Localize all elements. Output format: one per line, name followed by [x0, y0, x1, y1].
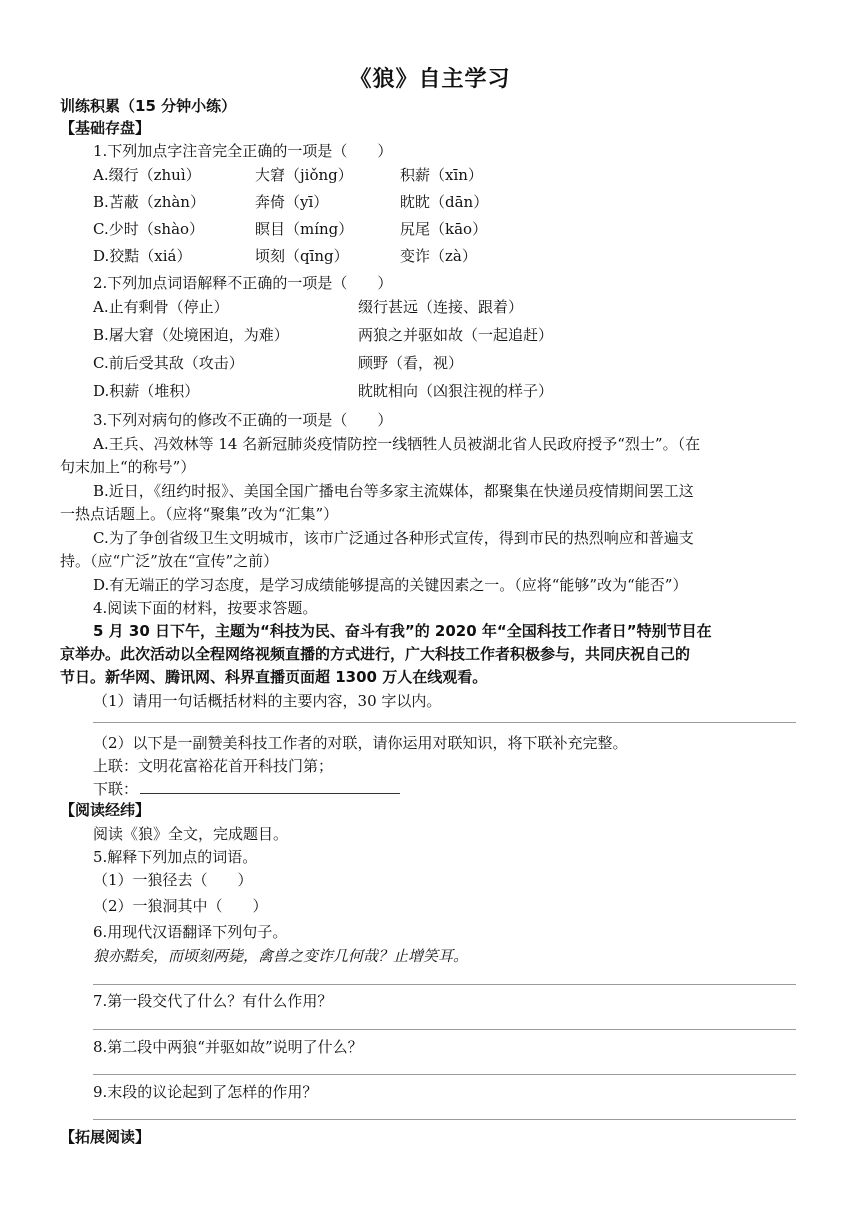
q5-item-1: （1）一狼径去（ ） — [93, 871, 253, 889]
q2-a-col2: 缀行甚远（连接、跟着） — [358, 298, 524, 316]
q4-material-line1: 5 月 30 日下午，主题为“科技为民、奋斗有我”的 2020 年“全国科技工作者日”特别节目在 — [93, 622, 712, 640]
q1-c-col3: 尻尾（kāo） — [400, 220, 488, 238]
q3-option-d: D.有无端正的学习态度，是学习成绩能够提高的关键因素之一。（应将“能够”改为“能否”） — [93, 576, 688, 594]
q1-b-col2: 奔倚（yī） — [255, 193, 329, 211]
q3-option-a-line1: A.王兵、冯效林等 14 名新冠肺炎疫情防控一线牺牲人员被湖北省人民政府授予“烈士”。（在 — [93, 435, 701, 453]
q4-subquestion-2: （2）以下是一副赞美科技工作者的对联，请你运用对联知识，将下联补充完整。 — [93, 734, 628, 752]
q2-b-col1: B.屠大窘（处境困迫，为难） — [93, 326, 289, 344]
q3-option-c-line1: C.为了争创省级卫生文明城市，该市广泛通过各种形式宣传，得到市民的热烈响应和普遍支 — [93, 529, 694, 547]
section-basic-heading: 【基础存盘】 — [60, 119, 151, 137]
q6-answer-line[interactable] — [93, 984, 796, 985]
couplet-upper: 上联：文明花富裕花首开科技门第； — [93, 757, 334, 775]
q6-sentence: 狼亦黠矣，而顷刻两毙，禽兽之变诈几何哉？止增笑耳。 — [93, 947, 469, 965]
q8-answer-line[interactable] — [93, 1074, 796, 1075]
q7-answer-line[interactable] — [93, 1029, 796, 1030]
q5-stem: 5.解释下列加点的词语。 — [93, 848, 258, 866]
q1-a-col1: A.缀行（zhuì） — [93, 166, 201, 184]
q4-material-line3: 节日。新华网、腾讯网、科界直播页面超 1300 万人在线观看。 — [60, 668, 488, 686]
q2-b-col2: 两狼之并驱如故（一起追赶） — [358, 326, 554, 344]
q1-c-col2: 瞑目（míng） — [255, 220, 354, 238]
q9-stem: 9.末段的议论起到了怎样的作用？ — [93, 1083, 318, 1101]
q3-option-c-line2: 持。（应“广泛”放在“宣传”之前） — [60, 552, 279, 570]
q1-b-col1: B.苫蔽（zhàn） — [93, 193, 205, 211]
q1-d-col2: 顷刻（qīng） — [255, 247, 349, 265]
q2-a-col1: A.止有剩骨（停止） — [93, 298, 229, 316]
q2-d-col2: 眈眈相向（凶狠注视的样子） — [358, 382, 554, 400]
q2-c-col1: C.前后受其敌（攻击） — [93, 354, 244, 372]
q2-stem: 2.下列加点词语解释不正确的一项是（ ） — [93, 274, 393, 292]
q1-a-col3: 积薪（xīn） — [400, 166, 483, 184]
q4-stem: 4.阅读下面的材料，按要求答题。 — [93, 599, 318, 617]
q9-answer-line[interactable] — [93, 1119, 796, 1120]
q3-option-b-line2: 一热点话题上。（应将“聚集”改为“汇集”） — [60, 505, 339, 523]
section-extend-heading: 【拓展阅读】 — [60, 1128, 151, 1146]
couplet-lower-label: 下联： — [93, 780, 139, 798]
q4-subquestion-1: （1）请用一句话概括材料的主要内容，30 字以内。 — [93, 692, 442, 710]
q3-option-a-line2: 句末加上“的称号”） — [60, 458, 196, 476]
q3-stem: 3.下列对病句的修改不正确的一项是（ ） — [93, 411, 393, 429]
q2-c-col2: 顾野（看，视） — [358, 354, 464, 372]
q1-b-col3: 眈眈（dān） — [400, 193, 489, 211]
q4-material-line2: 京举办。此次活动以全程网络视频直播的方式进行，广大科技工作者积极参与，共同庆祝自己的 — [60, 645, 691, 663]
section-training-heading: 训练积累（15 分钟小练） — [60, 97, 237, 115]
q5-item-2: （2）一狼洞其中（ ） — [93, 897, 268, 915]
q4-answer-line-1[interactable] — [93, 722, 796, 723]
q8-stem: 8.第二段中两狼“并驱如故”说明了什么？ — [93, 1038, 363, 1056]
q6-stem: 6.用现代汉语翻译下列句子。 — [93, 923, 288, 941]
page-title: 《狼》自主学习 — [349, 67, 511, 92]
q1-c-col1: C.少时（shào） — [93, 220, 205, 238]
q1-stem: 1.下列加点字注音完全正确的一项是（ ） — [93, 142, 393, 160]
q1-d-col3: 变诈（zà） — [400, 247, 477, 265]
reading-intro: 阅读《狼》全文，完成题目。 — [93, 825, 289, 843]
q3-option-b-line1: B.近日，《纽约时报》、美国全国广播电台等多家主流媒体，都聚集在快递员疫情期间罢工这 — [93, 482, 694, 500]
q1-d-col1: D.狡黠（xiá） — [93, 247, 192, 265]
section-reading-heading: 【阅读经纬】 — [60, 801, 151, 819]
couplet-lower-answer-line[interactable] — [140, 793, 400, 794]
q2-d-col1: D.积薪（堆积） — [93, 382, 200, 400]
q1-a-col2: 大窘（jiǒng） — [255, 166, 353, 184]
q7-stem: 7.第一段交代了什么？有什么作用？ — [93, 992, 333, 1010]
